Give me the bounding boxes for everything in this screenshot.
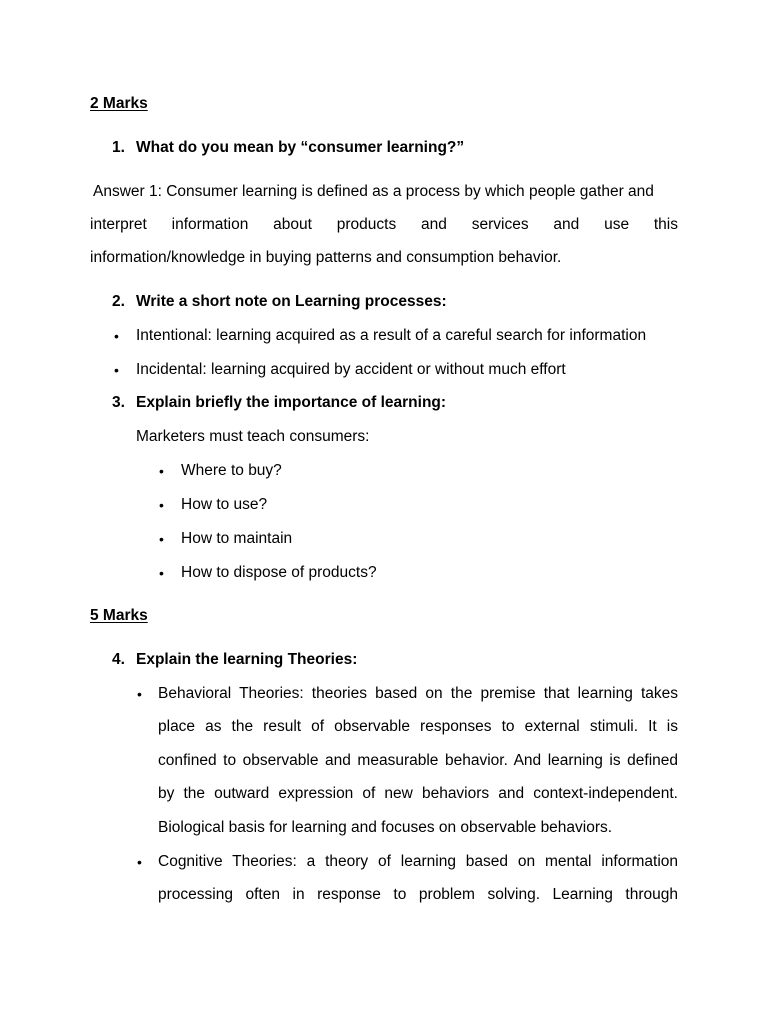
bullet-icon: •: [114, 328, 119, 344]
answer-1-line-3: information/knowledge in buying patterns and consumption behavior.: [90, 249, 562, 266]
question-number-3: 3.: [112, 394, 125, 411]
question-number-4: 4.: [112, 651, 125, 668]
answer-1-label: Answer 1:: [93, 183, 162, 200]
behavioral-theory-line: Biological basis for learning and focuses on observable behaviors.: [158, 819, 613, 836]
list-item: Incidental: learning acquired by accident or without much effort: [136, 361, 566, 378]
answer-1-text: Consumer learning is defined as a process by which people gather and: [166, 183, 654, 200]
bullet-icon: •: [114, 362, 119, 378]
list-item: Intentional: learning acquired as a result of a careful search for information: [136, 327, 647, 344]
bullet-icon: •: [159, 565, 164, 581]
question-number-2: 2.: [112, 293, 125, 310]
bullet-icon: •: [137, 686, 142, 702]
bullet-icon: •: [159, 531, 164, 547]
question-2-text: Write a short note on Learning processes:: [136, 293, 447, 310]
cognitive-theory-line: processing often in response to problem solving. Learning through: [158, 886, 678, 903]
section-heading-5-marks: 5 Marks: [90, 607, 148, 624]
behavioral-theory-line: Behavioral Theories: theories based on the premise that learning takes: [158, 685, 678, 702]
section-heading-2-marks: 2 Marks: [90, 95, 148, 112]
bullet-icon: •: [159, 463, 164, 479]
behavioral-theory-line: confined to observable and measurable behavior. And learning is defined: [158, 752, 678, 769]
question-1-text: What do you mean by “consumer learning?”: [136, 139, 465, 156]
bullet-icon: •: [159, 497, 164, 513]
cognitive-theory-line: Cognitive Theories: a theory of learning based on mental information: [158, 853, 678, 870]
list-item: How to maintain: [181, 530, 293, 547]
question-3-text: Explain briefly the importance of learning:: [136, 394, 447, 411]
bullet-icon: •: [137, 854, 142, 870]
question-number-1: 1.: [112, 139, 125, 156]
answer-1-line-2: interpret information about products and services and use this: [90, 216, 678, 233]
question-3-intro: Marketers must teach consumers:: [136, 428, 370, 445]
answer-1-line-1: [93, 182, 654, 202]
list-item: Where to buy?: [181, 462, 282, 479]
question-4-text: Explain the learning Theories:: [136, 651, 358, 668]
list-item: How to use?: [181, 496, 268, 513]
list-item: How to dispose of products?: [181, 564, 377, 581]
behavioral-theory-line: place as the result of observable responses to external stimuli. It is: [158, 718, 678, 735]
behavioral-theory-line: by the outward expression of new behaviors and context-independent.: [158, 785, 678, 802]
